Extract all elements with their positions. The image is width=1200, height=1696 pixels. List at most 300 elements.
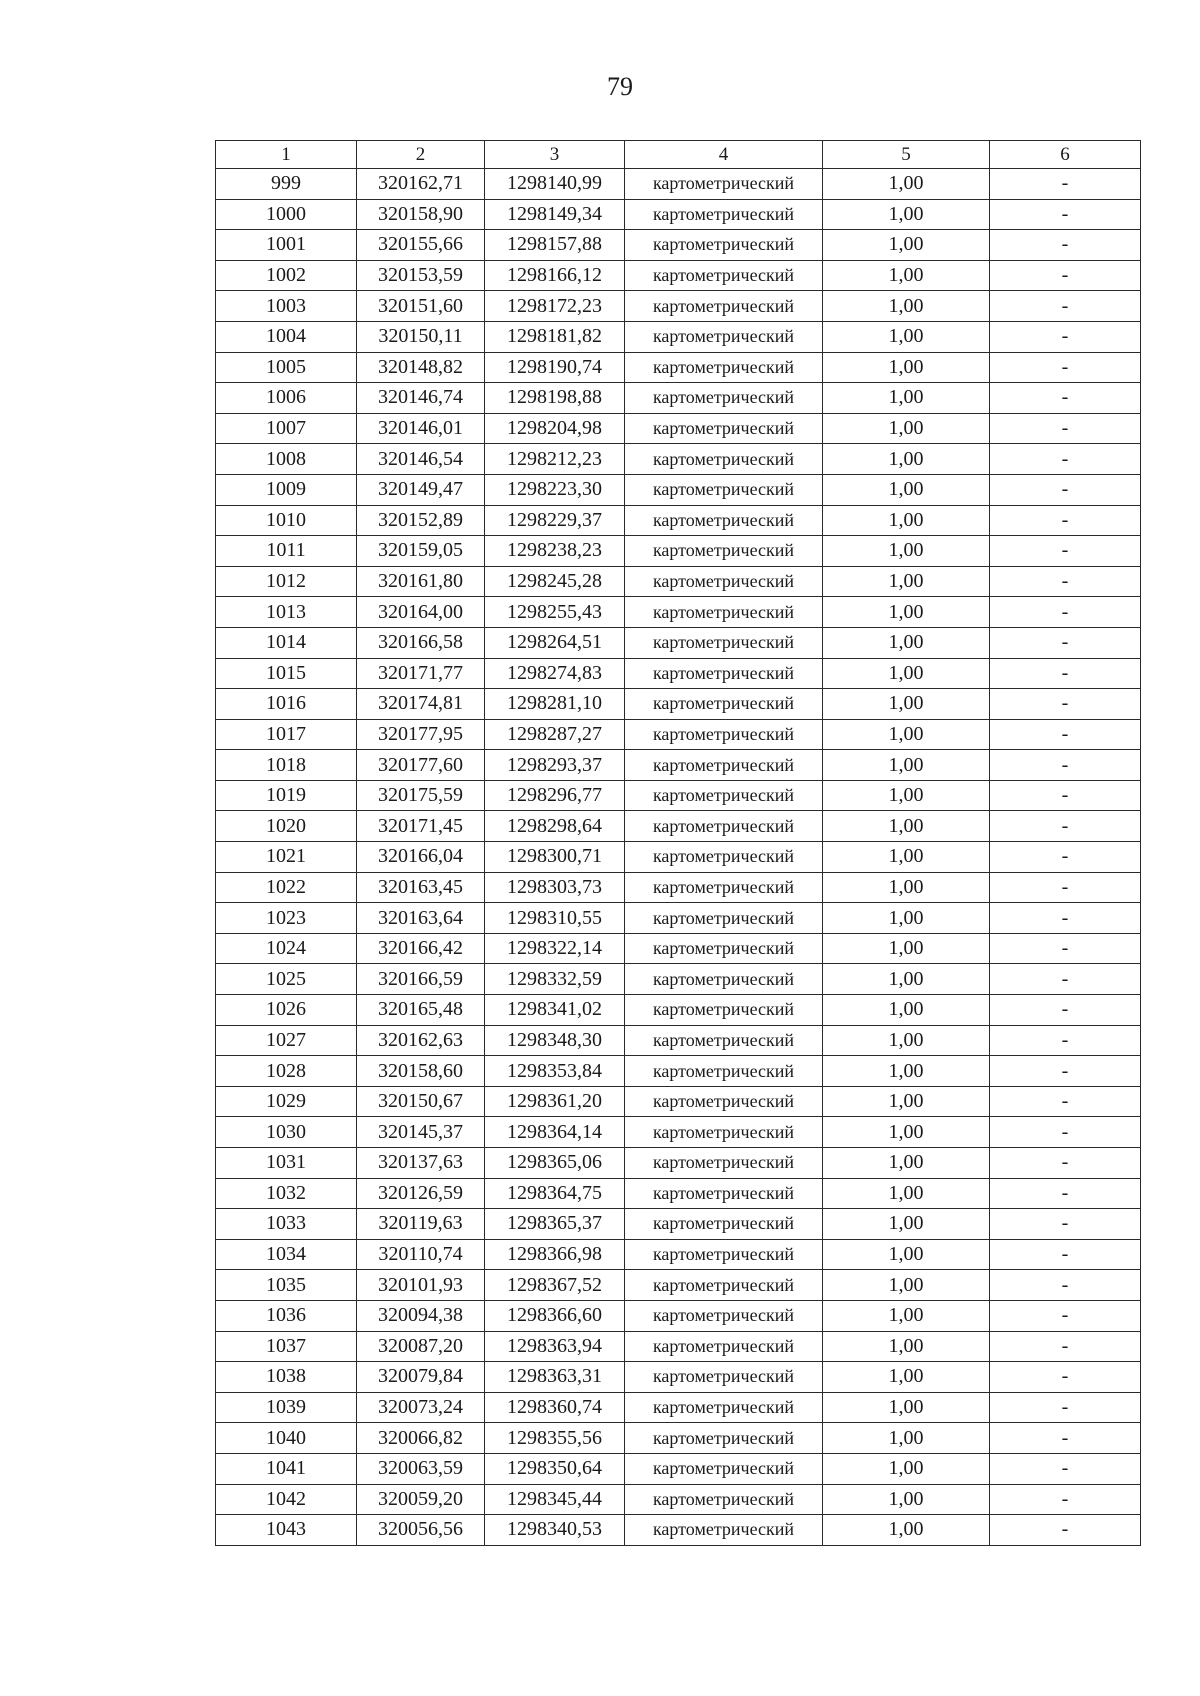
point-number-cell: 999	[216, 169, 357, 200]
accuracy-cell: 1,00	[823, 597, 990, 628]
accuracy-cell: 1,00	[823, 842, 990, 873]
y-coordinate-cell: 1298149,34	[485, 199, 625, 230]
accuracy-cell: 1,00	[823, 1056, 990, 1087]
accuracy-cell: 1,00	[823, 1148, 990, 1179]
method-cell: картометрический	[625, 1423, 823, 1454]
method-cell: картометрический	[625, 1209, 823, 1240]
y-coordinate-cell: 1298360,74	[485, 1392, 625, 1423]
point-number-cell: 1013	[216, 597, 357, 628]
y-coordinate-cell: 1298300,71	[485, 842, 625, 873]
method-cell: картометрический	[625, 933, 823, 964]
y-coordinate-cell: 1298322,14	[485, 933, 625, 964]
note-cell: -	[990, 1056, 1141, 1087]
point-number-cell: 1042	[216, 1484, 357, 1515]
note-cell: -	[990, 1515, 1141, 1546]
table-row	[216, 474, 1141, 505]
table-row	[216, 903, 1141, 934]
point-number-cell: 1041	[216, 1453, 357, 1484]
table-header-row	[216, 141, 1141, 169]
x-coordinate-cell: 320150,67	[357, 1086, 485, 1117]
x-coordinate-cell: 320146,74	[357, 383, 485, 414]
accuracy-cell: 1,00	[823, 444, 990, 475]
table-row	[216, 536, 1141, 567]
x-coordinate-cell: 320159,05	[357, 536, 485, 567]
accuracy-cell: 1,00	[823, 413, 990, 444]
method-cell: картометрический	[625, 291, 823, 322]
point-number-cell: 1010	[216, 505, 357, 536]
note-cell: -	[990, 444, 1141, 475]
table-row	[216, 719, 1141, 750]
accuracy-cell: 1,00	[823, 750, 990, 781]
table-row	[216, 995, 1141, 1026]
table-row	[216, 842, 1141, 873]
accuracy-cell: 1,00	[823, 995, 990, 1026]
column-header: 4	[625, 141, 823, 169]
note-cell: -	[990, 689, 1141, 720]
column-header: 3	[485, 141, 625, 169]
note-cell: -	[990, 719, 1141, 750]
accuracy-cell: 1,00	[823, 260, 990, 291]
table-row	[216, 627, 1141, 658]
x-coordinate-cell: 320094,38	[357, 1300, 485, 1331]
point-number-cell: 1038	[216, 1362, 357, 1393]
method-cell: картометрический	[625, 169, 823, 200]
point-number-cell: 1005	[216, 352, 357, 383]
x-coordinate-cell: 320073,24	[357, 1392, 485, 1423]
y-coordinate-cell: 1298355,56	[485, 1423, 625, 1454]
accuracy-cell: 1,00	[823, 1270, 990, 1301]
table-row	[216, 1239, 1141, 1270]
x-coordinate-cell: 320177,95	[357, 719, 485, 750]
note-cell: -	[990, 780, 1141, 811]
table-row	[216, 291, 1141, 322]
note-cell: -	[990, 658, 1141, 689]
coordinates-table	[215, 140, 1141, 1546]
y-coordinate-cell: 1298264,51	[485, 627, 625, 658]
point-number-cell: 1022	[216, 872, 357, 903]
x-coordinate-cell: 320158,60	[357, 1056, 485, 1087]
table-row	[216, 1453, 1141, 1484]
x-coordinate-cell: 320152,89	[357, 505, 485, 536]
y-coordinate-cell: 1298212,23	[485, 444, 625, 475]
note-cell: -	[990, 474, 1141, 505]
accuracy-cell: 1,00	[823, 1392, 990, 1423]
table-row	[216, 750, 1141, 781]
method-cell: картометрический	[625, 995, 823, 1026]
accuracy-cell: 1,00	[823, 199, 990, 230]
table-row	[216, 1148, 1141, 1179]
point-number-cell: 1032	[216, 1178, 357, 1209]
x-coordinate-cell: 320164,00	[357, 597, 485, 628]
x-coordinate-cell: 320163,45	[357, 872, 485, 903]
y-coordinate-cell: 1298364,14	[485, 1117, 625, 1148]
x-coordinate-cell: 320171,77	[357, 658, 485, 689]
method-cell: картометрический	[625, 1239, 823, 1270]
note-cell: -	[990, 505, 1141, 536]
x-coordinate-cell: 320166,58	[357, 627, 485, 658]
column-header: 2	[357, 141, 485, 169]
table-row	[216, 689, 1141, 720]
x-coordinate-cell: 320150,11	[357, 321, 485, 352]
method-cell: картометрический	[625, 1025, 823, 1056]
method-cell: картометрический	[625, 1148, 823, 1179]
accuracy-cell: 1,00	[823, 1178, 990, 1209]
point-number-cell: 1000	[216, 199, 357, 230]
x-coordinate-cell: 320166,59	[357, 964, 485, 995]
y-coordinate-cell: 1298172,23	[485, 291, 625, 322]
note-cell: -	[990, 1270, 1141, 1301]
point-number-cell: 1023	[216, 903, 357, 934]
x-coordinate-cell: 320148,82	[357, 352, 485, 383]
x-coordinate-cell: 320119,63	[357, 1209, 485, 1240]
accuracy-cell: 1,00	[823, 1331, 990, 1362]
method-cell: картометрический	[625, 1484, 823, 1515]
accuracy-cell: 1,00	[823, 536, 990, 567]
y-coordinate-cell: 1298332,59	[485, 964, 625, 995]
y-coordinate-cell: 1298303,73	[485, 872, 625, 903]
y-coordinate-cell: 1298364,75	[485, 1178, 625, 1209]
method-cell: картометрический	[625, 566, 823, 597]
y-coordinate-cell: 1298293,37	[485, 750, 625, 781]
table-row	[216, 1484, 1141, 1515]
y-coordinate-cell: 1298310,55	[485, 903, 625, 934]
x-coordinate-cell: 320151,60	[357, 291, 485, 322]
accuracy-cell: 1,00	[823, 1453, 990, 1484]
x-coordinate-cell: 320163,64	[357, 903, 485, 934]
point-number-cell: 1026	[216, 995, 357, 1026]
accuracy-cell: 1,00	[823, 627, 990, 658]
point-number-cell: 1036	[216, 1300, 357, 1331]
table-row	[216, 1300, 1141, 1331]
table-row	[216, 505, 1141, 536]
x-coordinate-cell: 320079,84	[357, 1362, 485, 1393]
table-row	[216, 1270, 1141, 1301]
note-cell: -	[990, 842, 1141, 873]
method-cell: картометрический	[625, 1056, 823, 1087]
y-coordinate-cell: 1298238,23	[485, 536, 625, 567]
table-row	[216, 383, 1141, 414]
method-cell: картометрический	[625, 1270, 823, 1301]
y-coordinate-cell: 1298345,44	[485, 1484, 625, 1515]
note-cell: -	[990, 1331, 1141, 1362]
accuracy-cell: 1,00	[823, 689, 990, 720]
method-cell: картометрический	[625, 199, 823, 230]
point-number-cell: 1001	[216, 230, 357, 261]
x-coordinate-cell: 320166,42	[357, 933, 485, 964]
y-coordinate-cell: 1298190,74	[485, 352, 625, 383]
accuracy-cell: 1,00	[823, 1300, 990, 1331]
x-coordinate-cell: 320158,90	[357, 199, 485, 230]
x-coordinate-cell: 320149,47	[357, 474, 485, 505]
point-number-cell: 1043	[216, 1515, 357, 1546]
note-cell: -	[990, 903, 1141, 934]
point-number-cell: 1021	[216, 842, 357, 873]
y-coordinate-cell: 1298341,02	[485, 995, 625, 1026]
x-coordinate-cell: 320161,80	[357, 566, 485, 597]
y-coordinate-cell: 1298366,98	[485, 1239, 625, 1270]
x-coordinate-cell: 320177,60	[357, 750, 485, 781]
y-coordinate-cell: 1298367,52	[485, 1270, 625, 1301]
y-coordinate-cell: 1298366,60	[485, 1300, 625, 1331]
note-cell: -	[990, 1178, 1141, 1209]
y-coordinate-cell: 1298348,30	[485, 1025, 625, 1056]
point-number-cell: 1014	[216, 627, 357, 658]
y-coordinate-cell: 1298140,99	[485, 169, 625, 200]
table-row	[216, 1331, 1141, 1362]
point-number-cell: 1027	[216, 1025, 357, 1056]
table-row	[216, 1178, 1141, 1209]
table-row	[216, 230, 1141, 261]
point-number-cell: 1002	[216, 260, 357, 291]
method-cell: картометрический	[625, 658, 823, 689]
table-row	[216, 872, 1141, 903]
point-number-cell: 1034	[216, 1239, 357, 1270]
y-coordinate-cell: 1298365,06	[485, 1148, 625, 1179]
accuracy-cell: 1,00	[823, 352, 990, 383]
accuracy-cell: 1,00	[823, 1362, 990, 1393]
x-coordinate-cell: 320059,20	[357, 1484, 485, 1515]
table-row	[216, 321, 1141, 352]
accuracy-cell: 1,00	[823, 169, 990, 200]
accuracy-cell: 1,00	[823, 933, 990, 964]
method-cell: картометрический	[625, 536, 823, 567]
accuracy-cell: 1,00	[823, 291, 990, 322]
method-cell: картометрический	[625, 780, 823, 811]
accuracy-cell: 1,00	[823, 1209, 990, 1240]
x-coordinate-cell: 320066,82	[357, 1423, 485, 1454]
table-row	[216, 1362, 1141, 1393]
method-cell: картометрический	[625, 903, 823, 934]
table-row	[216, 780, 1141, 811]
point-number-cell: 1019	[216, 780, 357, 811]
table-row	[216, 964, 1141, 995]
table-row	[216, 1086, 1141, 1117]
note-cell: -	[990, 1362, 1141, 1393]
method-cell: картометрический	[625, 413, 823, 444]
point-number-cell: 1017	[216, 719, 357, 750]
method-cell: картометрический	[625, 1362, 823, 1393]
method-cell: картометрический	[625, 352, 823, 383]
y-coordinate-cell: 1298340,53	[485, 1515, 625, 1546]
accuracy-cell: 1,00	[823, 1025, 990, 1056]
point-number-cell: 1007	[216, 413, 357, 444]
x-coordinate-cell: 320155,66	[357, 230, 485, 261]
y-coordinate-cell: 1298198,88	[485, 383, 625, 414]
y-coordinate-cell: 1298157,88	[485, 230, 625, 261]
point-number-cell: 1006	[216, 383, 357, 414]
table-row	[216, 1392, 1141, 1423]
accuracy-cell: 1,00	[823, 321, 990, 352]
method-cell: картометрический	[625, 1331, 823, 1362]
accuracy-cell: 1,00	[823, 872, 990, 903]
x-coordinate-cell: 320110,74	[357, 1239, 485, 1270]
note-cell: -	[990, 811, 1141, 842]
accuracy-cell: 1,00	[823, 658, 990, 689]
point-number-cell: 1039	[216, 1392, 357, 1423]
x-coordinate-cell: 320063,59	[357, 1453, 485, 1484]
y-coordinate-cell: 1298245,28	[485, 566, 625, 597]
note-cell: -	[990, 933, 1141, 964]
method-cell: картометрический	[625, 1515, 823, 1546]
accuracy-cell: 1,00	[823, 566, 990, 597]
table-row	[216, 199, 1141, 230]
point-number-cell: 1037	[216, 1331, 357, 1362]
note-cell: -	[990, 1453, 1141, 1484]
note-cell: -	[990, 1025, 1141, 1056]
note-cell: -	[990, 199, 1141, 230]
note-cell: -	[990, 230, 1141, 261]
note-cell: -	[990, 1300, 1141, 1331]
method-cell: картометрический	[625, 689, 823, 720]
note-cell: -	[990, 383, 1141, 414]
method-cell: картометрический	[625, 383, 823, 414]
x-coordinate-cell: 320126,59	[357, 1178, 485, 1209]
method-cell: картометрический	[625, 872, 823, 903]
x-coordinate-cell: 320087,20	[357, 1331, 485, 1362]
accuracy-cell: 1,00	[823, 474, 990, 505]
table-row	[216, 260, 1141, 291]
method-cell: картометрический	[625, 444, 823, 475]
point-number-cell: 1024	[216, 933, 357, 964]
x-coordinate-cell: 320153,59	[357, 260, 485, 291]
point-number-cell: 1015	[216, 658, 357, 689]
x-coordinate-cell: 320101,93	[357, 1270, 485, 1301]
note-cell: -	[990, 964, 1141, 995]
note-cell: -	[990, 1392, 1141, 1423]
y-coordinate-cell: 1298350,64	[485, 1453, 625, 1484]
accuracy-cell: 1,00	[823, 811, 990, 842]
point-number-cell: 1016	[216, 689, 357, 720]
x-coordinate-cell: 320137,63	[357, 1148, 485, 1179]
method-cell: картометрический	[625, 1117, 823, 1148]
point-number-cell: 1030	[216, 1117, 357, 1148]
note-cell: -	[990, 260, 1141, 291]
note-cell: -	[990, 597, 1141, 628]
point-number-cell: 1020	[216, 811, 357, 842]
y-coordinate-cell: 1298298,64	[485, 811, 625, 842]
x-coordinate-cell: 320146,01	[357, 413, 485, 444]
accuracy-cell: 1,00	[823, 903, 990, 934]
point-number-cell: 1031	[216, 1148, 357, 1179]
method-cell: картометрический	[625, 597, 823, 628]
accuracy-cell: 1,00	[823, 1239, 990, 1270]
table-row	[216, 811, 1141, 842]
y-coordinate-cell: 1298204,98	[485, 413, 625, 444]
method-cell: картометрический	[625, 1392, 823, 1423]
accuracy-cell: 1,00	[823, 1515, 990, 1546]
note-cell: -	[990, 1086, 1141, 1117]
point-number-cell: 1018	[216, 750, 357, 781]
accuracy-cell: 1,00	[823, 505, 990, 536]
accuracy-cell: 1,00	[823, 719, 990, 750]
method-cell: картометрический	[625, 1178, 823, 1209]
y-coordinate-cell: 1298229,37	[485, 505, 625, 536]
x-coordinate-cell: 320171,45	[357, 811, 485, 842]
table-row	[216, 1117, 1141, 1148]
table-row	[216, 1025, 1141, 1056]
table-row	[216, 597, 1141, 628]
point-number-cell: 1003	[216, 291, 357, 322]
method-cell: картометрический	[625, 321, 823, 352]
method-cell: картометрический	[625, 719, 823, 750]
table-row	[216, 933, 1141, 964]
point-number-cell: 1012	[216, 566, 357, 597]
note-cell: -	[990, 1423, 1141, 1454]
method-cell: картометрический	[625, 474, 823, 505]
x-coordinate-cell: 320145,37	[357, 1117, 485, 1148]
point-number-cell: 1011	[216, 536, 357, 567]
method-cell: картометрический	[625, 811, 823, 842]
point-number-cell: 1008	[216, 444, 357, 475]
point-number-cell: 1028	[216, 1056, 357, 1087]
method-cell: картометрический	[625, 627, 823, 658]
note-cell: -	[990, 1209, 1141, 1240]
y-coordinate-cell: 1298281,10	[485, 689, 625, 720]
note-cell: -	[990, 321, 1141, 352]
y-coordinate-cell: 1298363,31	[485, 1362, 625, 1393]
accuracy-cell: 1,00	[823, 1086, 990, 1117]
note-cell: -	[990, 750, 1141, 781]
column-header: 1	[216, 141, 357, 169]
x-coordinate-cell: 320165,48	[357, 995, 485, 1026]
x-coordinate-cell: 320056,56	[357, 1515, 485, 1546]
x-coordinate-cell: 320174,81	[357, 689, 485, 720]
note-cell: -	[990, 1484, 1141, 1515]
table-row	[216, 658, 1141, 689]
accuracy-cell: 1,00	[823, 1117, 990, 1148]
point-number-cell: 1025	[216, 964, 357, 995]
method-cell: картометрический	[625, 842, 823, 873]
point-number-cell: 1035	[216, 1270, 357, 1301]
x-coordinate-cell: 320175,59	[357, 780, 485, 811]
method-cell: картометрический	[625, 505, 823, 536]
y-coordinate-cell: 1298365,37	[485, 1209, 625, 1240]
method-cell: картометрический	[625, 260, 823, 291]
y-coordinate-cell: 1298287,27	[485, 719, 625, 750]
point-number-cell: 1009	[216, 474, 357, 505]
note-cell: -	[990, 291, 1141, 322]
note-cell: -	[990, 169, 1141, 200]
table-row	[216, 566, 1141, 597]
table-row	[216, 1515, 1141, 1546]
y-coordinate-cell: 1298296,77	[485, 780, 625, 811]
note-cell: -	[990, 413, 1141, 444]
point-number-cell: 1033	[216, 1209, 357, 1240]
note-cell: -	[990, 872, 1141, 903]
note-cell: -	[990, 995, 1141, 1026]
y-coordinate-cell: 1298166,12	[485, 260, 625, 291]
accuracy-cell: 1,00	[823, 964, 990, 995]
method-cell: картометрический	[625, 230, 823, 261]
point-number-cell: 1029	[216, 1086, 357, 1117]
x-coordinate-cell: 320166,04	[357, 842, 485, 873]
table-row	[216, 1209, 1141, 1240]
table-row	[216, 1423, 1141, 1454]
method-cell: картометрический	[625, 1300, 823, 1331]
y-coordinate-cell: 1298274,83	[485, 658, 625, 689]
point-number-cell: 1040	[216, 1423, 357, 1454]
accuracy-cell: 1,00	[823, 1423, 990, 1454]
accuracy-cell: 1,00	[823, 1484, 990, 1515]
table-row	[216, 352, 1141, 383]
y-coordinate-cell: 1298181,82	[485, 321, 625, 352]
note-cell: -	[990, 1117, 1141, 1148]
y-coordinate-cell: 1298361,20	[485, 1086, 625, 1117]
accuracy-cell: 1,00	[823, 230, 990, 261]
method-cell: картометрический	[625, 750, 823, 781]
method-cell: картометрический	[625, 964, 823, 995]
accuracy-cell: 1,00	[823, 780, 990, 811]
